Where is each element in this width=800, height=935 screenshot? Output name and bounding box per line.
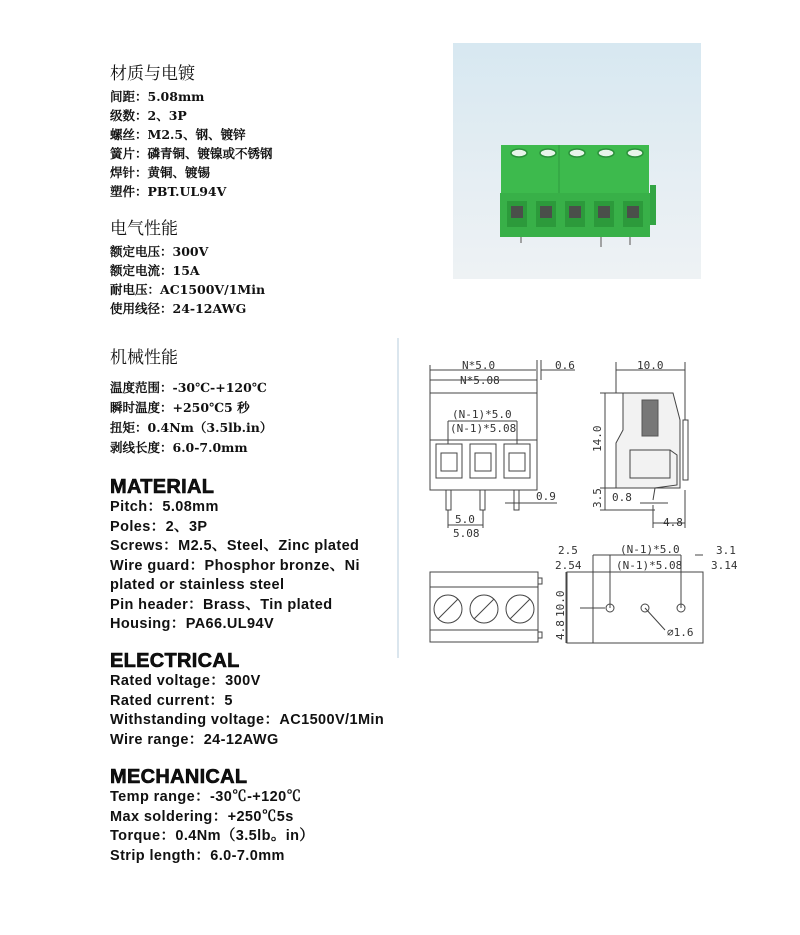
dim-label: 4.8: [663, 516, 683, 529]
dim-label: 10.0: [554, 590, 567, 617]
spec-line: 焊针：黄铜、镀锡: [110, 165, 211, 180]
spec-line: 簧片：磷青铜、镀镍或不锈钢: [110, 146, 273, 161]
dim-label: 5.08: [453, 527, 480, 540]
spec-line: 温度范围：-30℃-+120℃: [110, 380, 267, 395]
spec-line: 级数：2、3P: [110, 108, 187, 123]
dim-label: N*5.08: [460, 374, 500, 387]
section-title: MECHANICAL: [110, 766, 248, 788]
dim-label: 0.8: [612, 491, 632, 504]
dim-label: 3.14: [711, 559, 738, 572]
dim-label: 3.1: [716, 544, 736, 557]
dim-label: 0.6: [555, 359, 575, 372]
spec-line: Torque：0.4Nm（3.5lb。in）: [110, 828, 315, 844]
spec-line: 瞬时温度：+250℃5 秒: [110, 400, 250, 415]
spec-line: Wire range：24-12AWG: [110, 731, 279, 748]
spec-line: 扭矩：0.4Nm（3.5lb.in）: [110, 420, 273, 435]
dim-label: 0.9: [536, 490, 556, 503]
section-title: MATERIAL: [110, 476, 215, 498]
dim-label: 2.54: [555, 559, 582, 572]
top-view: [430, 572, 542, 642]
dim-label: 4.8: [554, 620, 567, 640]
spec-line: Max soldering：+250℃5s: [110, 808, 294, 825]
dim-label: (N-1)*5.08: [450, 422, 517, 435]
spec-line: Strip length：6.0-7.0mm: [110, 847, 285, 864]
section-title: ELECTRICAL: [110, 650, 240, 672]
spec-line: Rated voltage：300V: [110, 673, 261, 689]
spec-line: 塑件：PBT.UL94V: [110, 184, 227, 199]
dim-label: 10.0: [637, 359, 664, 372]
spec-line: Screws：M2.5、Steel、Zinc plated: [110, 538, 360, 554]
section-title: 材质与电镀: [110, 64, 195, 84]
dim-label: 2.5: [558, 544, 578, 557]
dim-label: (N-1)*5.08: [616, 559, 683, 572]
spec-line: 使用线径：24-12AWG: [110, 301, 247, 316]
spec-line: Wire guard：Phosphor bronze、Ni: [110, 557, 360, 574]
dim-label: 14.0: [591, 425, 604, 452]
dim-label: (N-1)*5.0: [620, 543, 680, 556]
spec-line: Rated current：5: [110, 692, 233, 709]
spec-line: 额定电压：300V: [110, 244, 209, 259]
dim-label: (N-1)*5.0: [452, 408, 512, 421]
dim-label: N*5.0: [462, 359, 496, 372]
spec-line: 耐电压：AC1500V/1Min: [110, 282, 266, 297]
spec-line: plated or stainless steel: [110, 577, 285, 593]
spec-line: 额定电流：15A: [110, 263, 200, 278]
spec-line: 间距：5.08mm: [110, 89, 205, 104]
spec-line: Poles：2、3P: [110, 518, 208, 535]
spec-line: Temp range：-30℃-+120℃: [110, 789, 302, 805]
section-title: 电气性能: [110, 219, 178, 239]
dim-label: ⌀1.6: [667, 626, 694, 639]
section-title: 机械性能: [110, 348, 178, 368]
spec-line: Housing：PA66.UL94V: [110, 616, 275, 632]
dim-label: 3.5: [591, 488, 604, 508]
dim-label: 5.0: [455, 513, 475, 526]
spec-line: 剥线长度：6.0-7.0mm: [110, 440, 248, 455]
spec-line: Withstanding voltage：AC1500V/1Min: [110, 712, 385, 728]
spec-line: Pin header：Brass、Tin plated: [110, 596, 333, 613]
spec-line: Pitch：5.08mm: [110, 499, 219, 515]
spec-line: 螺丝：M2.5、钢、镀锌: [110, 127, 246, 142]
